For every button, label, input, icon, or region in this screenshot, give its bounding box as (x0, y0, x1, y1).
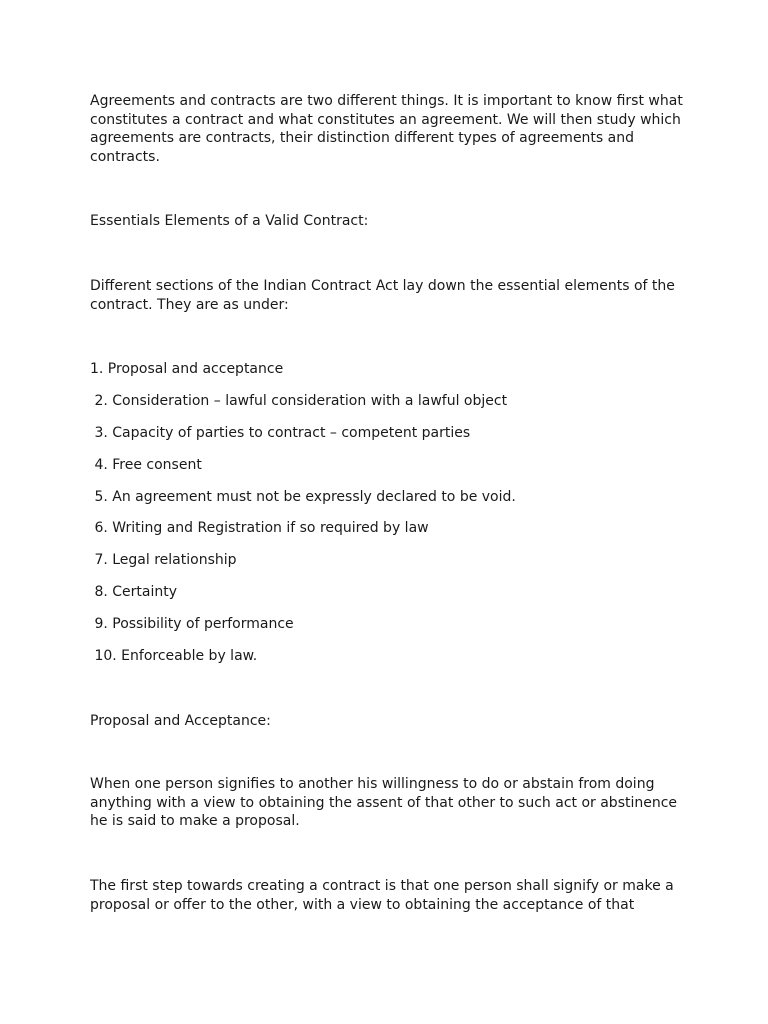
list-item: 4. Free consent (90, 457, 202, 473)
list-item: 8. Certainty (90, 584, 178, 600)
list-item: 7. Legal relationship (90, 552, 237, 568)
proposal-definition-paragraph: When one person signifies to another his willingness to do or abstain from doing anything with a view to obtaining the assent of that other to such act or abstinence he is said to make a proposal. (90, 776, 678, 829)
list-item: 5. An agreement must not be expressly declared to be void. (90, 489, 516, 505)
list-item: 6. Writing and Registration if so required by law (90, 520, 429, 536)
sections-intro-paragraph: Different sections of the Indian Contract Act lay down the essential elements of the contract. They are as under: (90, 278, 675, 313)
list-item: 9. Possibility of performance (90, 616, 294, 632)
first-step-paragraph: The first step towards creating a contract is that one person shall signify or make a proposal or offer to the other, with a view to obtaining the acceptance of that (90, 878, 674, 913)
heading-proposal: Proposal and Acceptance: (90, 713, 271, 729)
list-item: 1. Proposal and acceptance (90, 361, 284, 377)
list-item: 10. Enforceable by law. (90, 648, 258, 664)
heading-essentials: Essentials Elements of a Valid Contract: (90, 213, 369, 229)
list-item: 3. Capacity of parties to contract – competent parties (90, 425, 471, 441)
list-item: 2. Consideration – lawful consideration with a lawful object (90, 393, 508, 409)
intro-paragraph: Agreements and contracts are two different things. It is important to know first what constitutes a contract and what constitutes an agreement. We will then study which agreements are contracts, their distinction different types of agreements and contracts. (90, 93, 683, 165)
